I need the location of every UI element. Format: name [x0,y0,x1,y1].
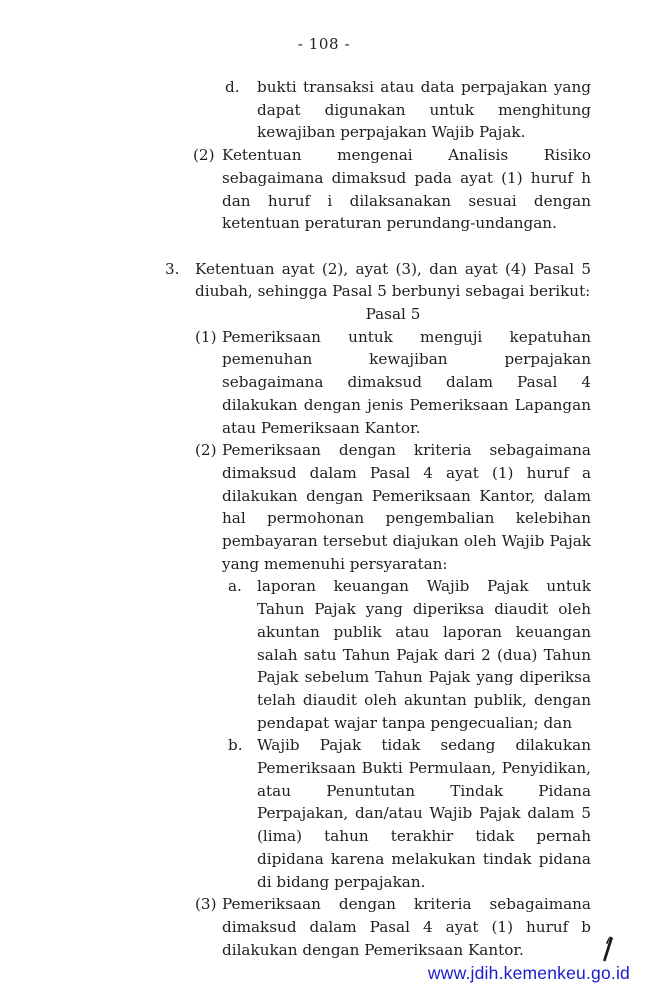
list-item-d [225,76,591,144]
paragraph-text: Ketentuan mengenai Analisis Risiko sebagaimana dimaksud pada ayat (1) huruf h dan huruf i dilaksanakan sesuai dengan ketentuan peraturan perundang-undangan. [222,146,591,233]
paragraph-text: Pemeriksaan untuk menguji kepatuhan pemenuhan kewajiban perpajakan sebagaimana dimaksud dalam Pasal 4 dilakukan dengan jenis Pemeriksaan Lapangan atau Pemeriksaan Kantor. [222,327,591,437]
list-marker: (3) [195,895,217,914]
paragraph-text: Pemeriksaan dengan kriteria sebagaimana dimaksud dalam Pasal 4 ayat (1) huruf a dilakukan dengan Pemeriksaan Kantor, dalam hal permohonan pengembalian kelebihan pembayaran tersebut diajukan oleh Wajib Pajak yang memenuhi persyaratan: [222,441,591,573]
document-body [165,76,591,961]
paragraph-text: laporan keuangan Wajib Pajak untuk Tahun Pajak yang diperiksa diaudit oleh akuntan publik atau laporan keuangan salah satu Tahun Pajak dari 2 (dua) Tahun Pajak sebelum Tahun Pajak yang diperiksa telah diaudit oleh akuntan publik, dengan pendapat wajar tanpa pengecualian; dan [257,577,591,732]
list-marker: (1) [195,327,217,346]
item-3-intro: Ketentuan ayat (2), ayat (3), dan ayat (4) Pasal 5 diubah, sehingga Pasal 5 berbunyi sebagai berikut: [195,259,591,301]
list-marker: (2) [193,146,215,165]
section-gap [165,235,591,258]
list-item-ayat-3 [195,893,591,961]
paragraph-text: Pemeriksaan dengan kriteria sebagaimana dimaksud dalam Pasal 4 ayat (1) huruf b dilakukan dengan Pemeriksaan Kantor. [222,895,591,959]
list-item-sub-b [228,734,591,893]
list-item-ayat-1 [195,326,591,440]
footer-url-link[interactable]: www.jdih.kemenkeu.go.id [427,963,630,983]
list-item-3 [165,258,591,962]
ayat-2-body [222,439,591,893]
pasal-heading: Pasal 5 [365,305,421,324]
list-marker: (2) [195,441,217,460]
list-marker: d. [225,78,240,96]
page-number: - 108 - [297,35,351,53]
paragraph-text: bukti transaksi atau data perpajakan yang dapat digunakan untuk menghitung kewajiban perpajakan Wajib Pajak. [257,78,591,142]
list-item-ayat-2 [195,439,591,893]
list-item-sub-a [228,575,591,734]
list-marker: a. [228,577,242,596]
item-3-body [195,258,591,962]
pen-stroke-icon [597,934,617,964]
list-marker: 3. [165,259,180,278]
list-marker: b. [228,736,243,755]
paragraph-text: Wajib Pajak tidak sedang dilakukan Pemeriksaan Bukti Permulaan, Penyidikan, atau Penuntutan Tindak Pidana Perpajakan, dan/atau Wajib Pajak dalam 5 (lima) tahun terakhir tidak pernah dipidana karena melakukan tindak pidana di bidang perpajakan. [257,736,591,891]
list-item-ayat-2-top [193,144,591,235]
